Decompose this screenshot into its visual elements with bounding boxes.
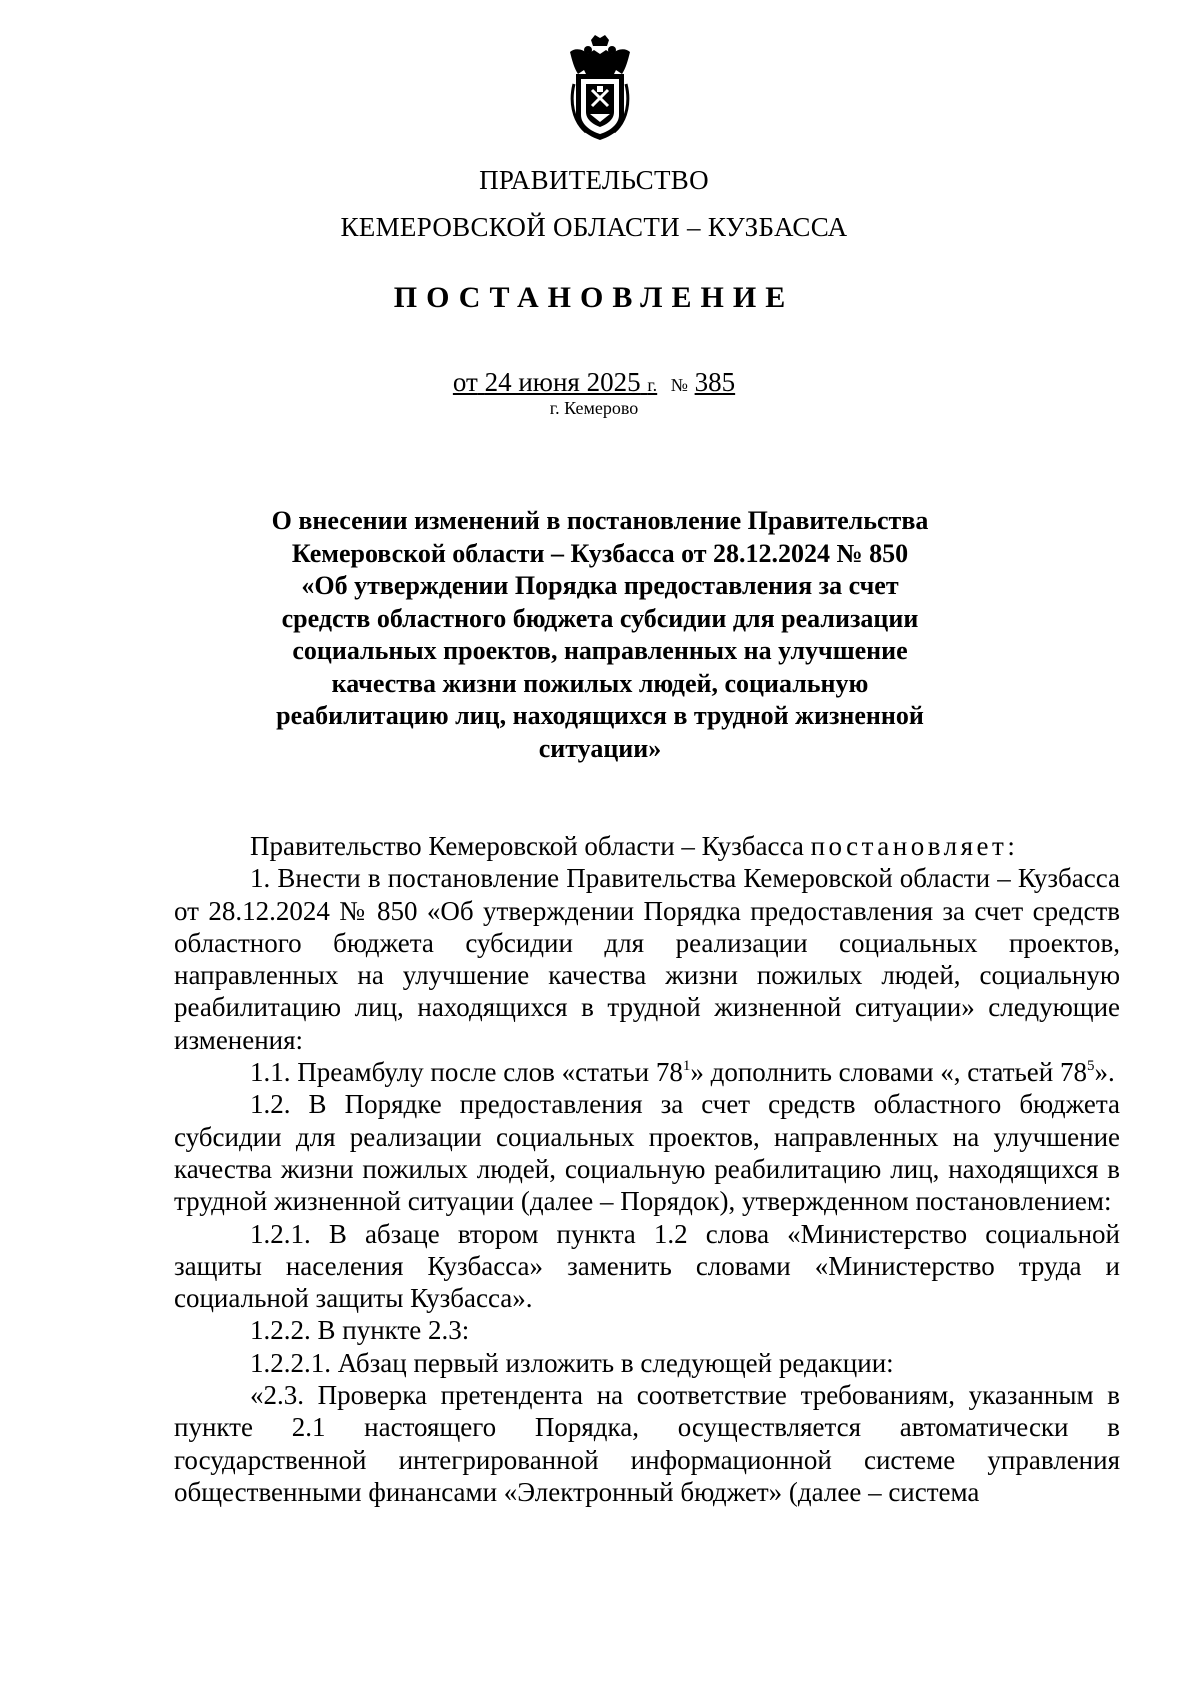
body-paragraph-2-3: «2.3. Проверка претендента на соответствие требованиям, указанным в пункте 2.1 настоящего Порядка, осуществляется автоматически в государственной интегрированной информационной системе управления общественными финансами «Электронный бюджет» (далее – система (174, 1380, 1120, 1507)
government-name-line1: ПРАВИТЕЛЬСТВО (479, 165, 709, 195)
title-line: «Об утверждении Порядка предоставления за счет (301, 571, 899, 600)
date-prefix: от (452, 367, 478, 397)
p11-part-b: » дополнить словами «, статьей 78 (690, 1057, 1087, 1088)
number-sign: № (670, 375, 688, 395)
document-title (200, 505, 1000, 765)
body-paragraph-1: 1. Внести в постановление Правительства Кемеровской области – Кузбасса от 28.12.2024 № 850 «Об утверждении Порядка предоставления за счет средств областного бюджета субсидии для реализации социальных проектов, направленных на улучшение качества жизни пожилых людей, социальную реабилитацию лиц, находящихся в трудной жизненной ситуации» следующие изменения: (174, 863, 1120, 1055)
body-paragraph-1-2-2-1: 1.2.2.1. Абзац первый изложить в следующей редакции: (250, 1347, 894, 1378)
body-paragraph-1-2-1: 1.2.1. В абзаце втором пункта 1.2 слова «Министерство социальной защиты населения Кузбасса» заменить словами «Министерство труда и социальной защиты Кузбасса». (174, 1218, 1120, 1314)
body-paragraph-intro (174, 830, 1120, 862)
document-city: г. Кемерово (549, 398, 639, 418)
title-line: качества жизни пожилых людей, социальную (331, 668, 869, 698)
year-suffix: г. (647, 375, 658, 395)
title-line: средств областного бюджета субсидии для реализации (281, 603, 919, 633)
title-line: реабилитацию лиц, находящихся в трудной жизненной (276, 701, 924, 730)
title-line: О внесении изменений в постановление Правительства (271, 506, 929, 535)
coat-of-arms-icon (564, 34, 636, 142)
p11-part-a: 1.1. Преамбулу после слов «статьи 78 (250, 1057, 683, 1088)
title-line: ситуации» (538, 733, 662, 763)
document-date: 24 июня 2025 (484, 367, 641, 397)
body-paragraph-1-2: 1.2. В Порядке предоставления за счет средств областного бюджета субсидии для реализации социальных проектов, направленных на улучшение качества жизни пожилых людей, социальную реабилитацию лиц, находящихся в трудной жизненной ситуации (далее – Порядок), утвержденном постановлением: (174, 1089, 1120, 1217)
body-paragraph-1-1 (174, 1056, 1120, 1088)
intro-end: : (1007, 831, 1015, 861)
date-underlined (453, 367, 657, 397)
document-type: ПОСТАНОВЛЕНИЕ (393, 281, 795, 314)
body-paragraph-1-2-2: 1.2.2. В пункте 2.3: (250, 1315, 470, 1346)
p11-superscript-1: 1 (682, 1058, 691, 1075)
intro-spaced-word: постановляет (810, 831, 1008, 861)
title-line: социальных проектов, направленных на улучшение (292, 636, 908, 665)
document-date-line (0, 367, 1188, 398)
government-name-line2: КЕМЕРОВСКОЙ ОБЛАСТИ – КУЗБАССА (340, 212, 848, 242)
document-body (174, 830, 1120, 1508)
document-number: 385 (694, 367, 736, 397)
intro-text: Правительство Кемеровской области – Кузбасса (250, 831, 811, 861)
title-line: Кемеровской области – Кузбасса от 28.12.2024 № 850 (291, 538, 909, 568)
p11-part-c: ». (1094, 1057, 1115, 1088)
p11-superscript-2: 5 (1087, 1058, 1095, 1075)
